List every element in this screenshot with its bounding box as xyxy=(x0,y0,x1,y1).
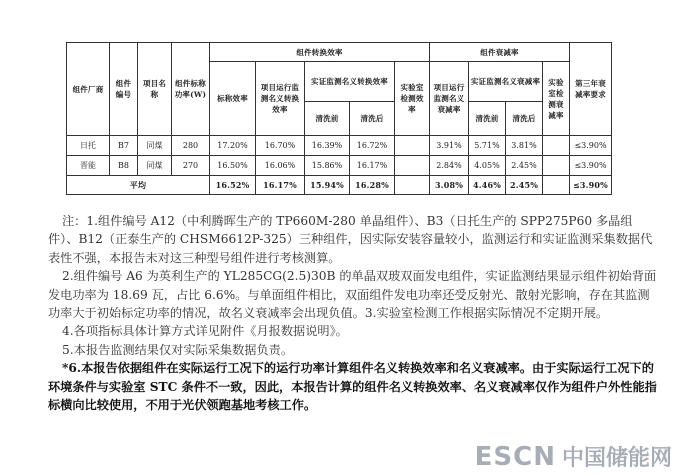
header-vendor: 组件厂商 xyxy=(67,43,110,136)
cell-deg-operating: 2.84% xyxy=(430,156,469,176)
cell-avg-eff-lab xyxy=(395,176,430,195)
table-row-average xyxy=(67,176,612,195)
cell-avg-eff-before: 15.94% xyxy=(305,176,350,195)
cell-eff-after: 16.17% xyxy=(350,156,395,176)
cell-vendor: 日托 xyxy=(67,136,110,156)
cell-requirement: ≤3.90% xyxy=(570,136,612,156)
cell-eff-lab xyxy=(395,136,430,156)
cell-avg-eff-after: 16.28% xyxy=(350,176,395,195)
cell-nominal-eff: 17.20% xyxy=(210,136,256,156)
cell-code: B8 xyxy=(110,156,138,176)
cell-avg-nominal: 16.52% xyxy=(210,176,256,195)
cell-vendor: 晋能 xyxy=(67,156,110,176)
header-code: 组件编号 xyxy=(110,43,138,136)
watermark-name: 中国储能网 xyxy=(561,446,672,471)
cell-avg-deg-operating: 3.08% xyxy=(430,176,469,195)
cell-project: 同煤 xyxy=(138,136,172,156)
cell-requirement: ≤3.90% xyxy=(570,156,612,176)
notes-section xyxy=(48,212,658,414)
cell-eff-before: 15.86% xyxy=(305,156,350,176)
note-2: 2.组件编号 A6 为英利生产的 YL285CG(2.5)30B 的单晶双玻双面发电组件，实证监测结果显示组件初始背面发电功率为 18.69 瓦，占比 6.6%。与单面组件相比，双面组件发电功率还受反射光、散射光影响，存在其监测功率大于初始标定功率的情况，故名义衰减率会出现负值。3.实验室检测工作根据实际情况不定期开展。 xyxy=(48,269,657,321)
cell-power: 280 xyxy=(172,136,210,156)
cell-avg-deg-after: 2.45% xyxy=(506,176,543,195)
cell-power: 270 xyxy=(172,156,210,176)
cell-deg-operating: 3.91% xyxy=(430,136,469,156)
header-third-year: 第三年衰减率要求 xyxy=(570,43,612,136)
cell-eff-operating: 16.06% xyxy=(256,156,305,176)
header-eff-field: 实证监测名义转换效率 xyxy=(305,62,395,102)
header-deg-operating: 项目运行监测名义衰减率 xyxy=(430,62,469,136)
cell-eff-before: 16.39% xyxy=(305,136,350,156)
table-row xyxy=(67,136,612,156)
cell-deg-before: 5.71% xyxy=(469,136,506,156)
cell-deg-after: 3.81% xyxy=(506,136,543,156)
results-table xyxy=(66,42,612,195)
header-nominal-eff: 标称效率 xyxy=(210,62,256,136)
cell-nominal-eff: 16.50% xyxy=(210,156,256,176)
watermark xyxy=(475,441,672,472)
cell-deg-lab xyxy=(543,156,570,176)
header-deg-before-clean: 清洗前 xyxy=(469,102,506,136)
cell-deg-after: 2.45% xyxy=(506,156,543,176)
header-deg-lab: 实验室检测衰减率 xyxy=(543,62,570,136)
cell-code: B7 xyxy=(110,136,138,156)
header-project: 项目名称 xyxy=(138,43,172,136)
table-row xyxy=(67,156,612,176)
note-4: 4.各项指标具体计算方式详见附件《月报数据说明》。 xyxy=(62,324,348,339)
note-6: *6.本报告依据组件在实际运行工况下的运行功率计算组件名义转换效率和名义衰减率。由于实际运行工况下的环境条件与实验室 STC 条件不一致，因此，本报告计算的组件名义转换效率、名义衰减率仅作为组件户外性能指标横向比较使用，不用于光伏领跑基地考核工作。 xyxy=(48,361,657,413)
group-header-degradation: 组件衰减率 xyxy=(430,43,570,62)
header-eff-operating: 项目运行监测名义转换效率 xyxy=(256,62,305,136)
note-5: 5.本报告监测结果仅对实际采集数据负责。 xyxy=(62,342,294,357)
header-deg-after-clean: 清洗后 xyxy=(506,102,543,136)
watermark-brand: ESCN xyxy=(474,442,556,472)
cell-avg-deg-before: 4.46% xyxy=(469,176,506,195)
note-1: 注：1.组件编号 A12（中利腾晖生产的 TP660M-280 单晶组件）、B3（日托生产的 SPP275P60 多晶组件）、B12（正泰生产的 CHSM6612P-325）三种组件，因实际安装容量较小，监测运行和实证监测采集数据代表性不强，本报告未对这三种型号组件进行考核测算。 xyxy=(48,214,653,265)
cell-eff-after: 16.72% xyxy=(350,136,395,156)
cell-project: 同煤 xyxy=(138,156,172,176)
cell-average-label: 平均 xyxy=(67,176,210,195)
cell-avg-eff-operating: 16.17% xyxy=(256,176,305,195)
header-deg-field: 实证监测名义衰减率 xyxy=(469,62,543,102)
header-eff-after-clean: 清洗后 xyxy=(350,102,395,136)
cell-deg-before: 4.05% xyxy=(469,156,506,176)
header-rated-power: 组件标称功率(W) xyxy=(172,43,210,136)
group-header-efficiency: 组件转换效率 xyxy=(210,43,430,62)
cell-eff-lab xyxy=(395,156,430,176)
header-eff-before-clean: 清洗前 xyxy=(305,102,350,136)
header-eff-lab: 实验室检测效率 xyxy=(395,62,430,136)
cell-deg-lab xyxy=(543,136,570,156)
cell-avg-requirement: ≤3.90% xyxy=(570,176,612,195)
cell-avg-deg-lab xyxy=(543,176,570,195)
cell-eff-operating: 16.70% xyxy=(256,136,305,156)
